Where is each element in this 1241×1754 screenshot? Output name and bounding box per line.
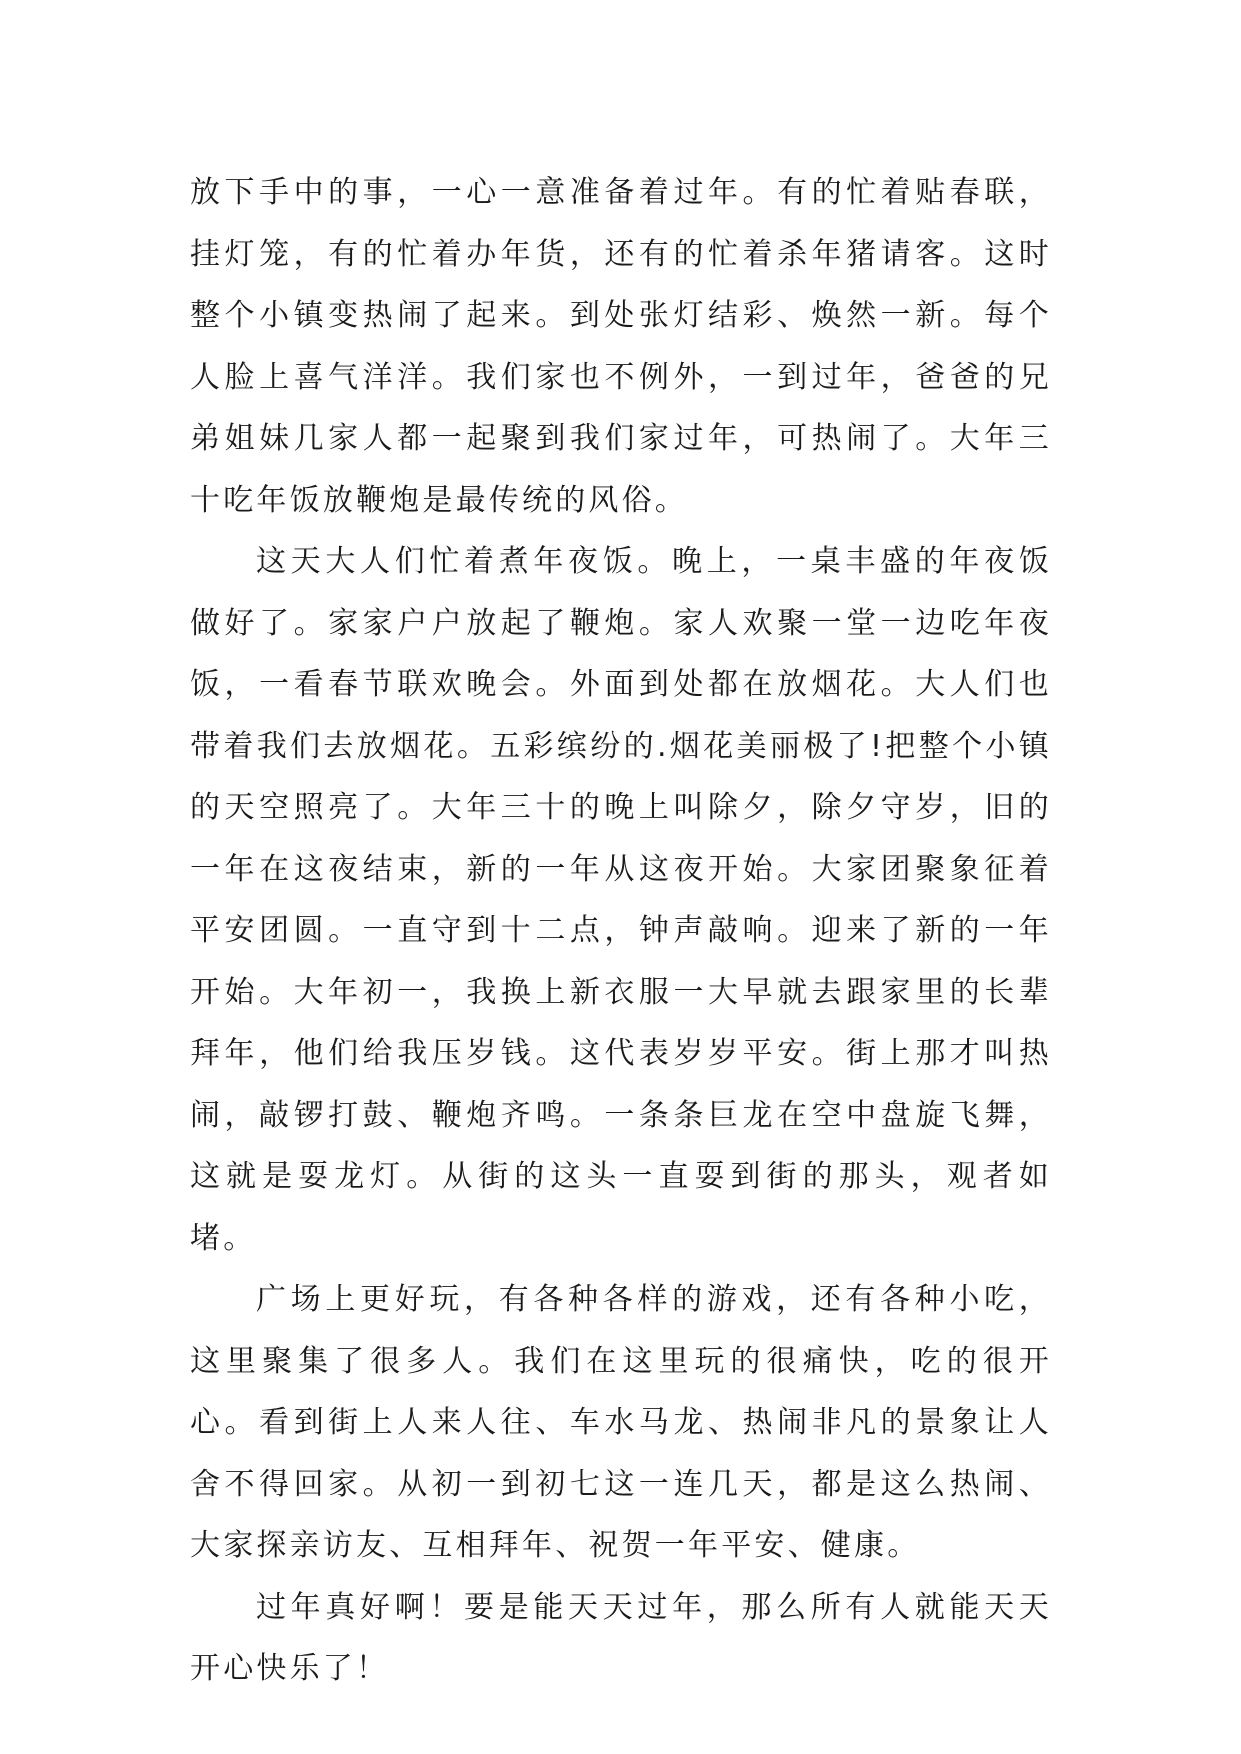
paragraph-3: 广场上更好玩，有各种各样的游戏，还有各种小吃，这里聚集了很多人。我们在这里玩的很痛快，吃的很开心。看到街上人来人往、车水马龙、热闹非凡的景象让人舍不得回家。从初一到初七这一连几天，都是这么热闹、大家探亲访友、互相拜年、祝贺一年平安、健康。	[190, 1282, 1052, 1563]
paragraph-4: 过年真好啊！要是能天天过年，那么所有人就能天天开心快乐了！	[190, 1589, 1052, 1686]
paragraph-2: 这天大人们忙着煮年夜饭。晚上，一桌丰盛的年夜饭做好了。家家户户放起了鞭炮。家人欢聚一堂一边吃年夜饭，一看春节联欢晚会。外面到处都在放烟花。大人们也带着我们去放烟花。五彩缤纷的.烟花美丽极了!把整个小镇的天空照亮了。大年三十的晚上叫除夕，除夕守岁，旧的一年在这夜结束，新的一年从这夜开始。大家团聚象征着平安团圆。一直守到十二点，钟声敲响。迎来了新的一年开始。大年初一，我换上新衣服一大早就去跟家里的长辈拜年，他们给我压岁钱。这代表岁岁平安。街上那才叫热闹，敲锣打鼓、鞭炮齐鸣。一条条巨龙在空中盘旋飞舞，这就是耍龙灯。从街的这头一直耍到街的那头，观者如堵。	[190, 544, 1052, 1256]
paragraph-1: 放下手中的事，一心一意准备着过年。有的忙着贴春联，挂灯笼，有的忙着办年货，还有的忙着杀年猪请客。这时整个小镇变热闹了起来。到处张灯结彩、焕然一新。每个人脸上喜气洋洋。我们家也不例外，一到过年，爸爸的兄弟姐妹几家人都一起聚到我们家过年，可热闹了。大年三十吃年饭放鞭炮是最传统的风俗。	[190, 175, 1052, 518]
document-body	[190, 162, 1052, 1700]
